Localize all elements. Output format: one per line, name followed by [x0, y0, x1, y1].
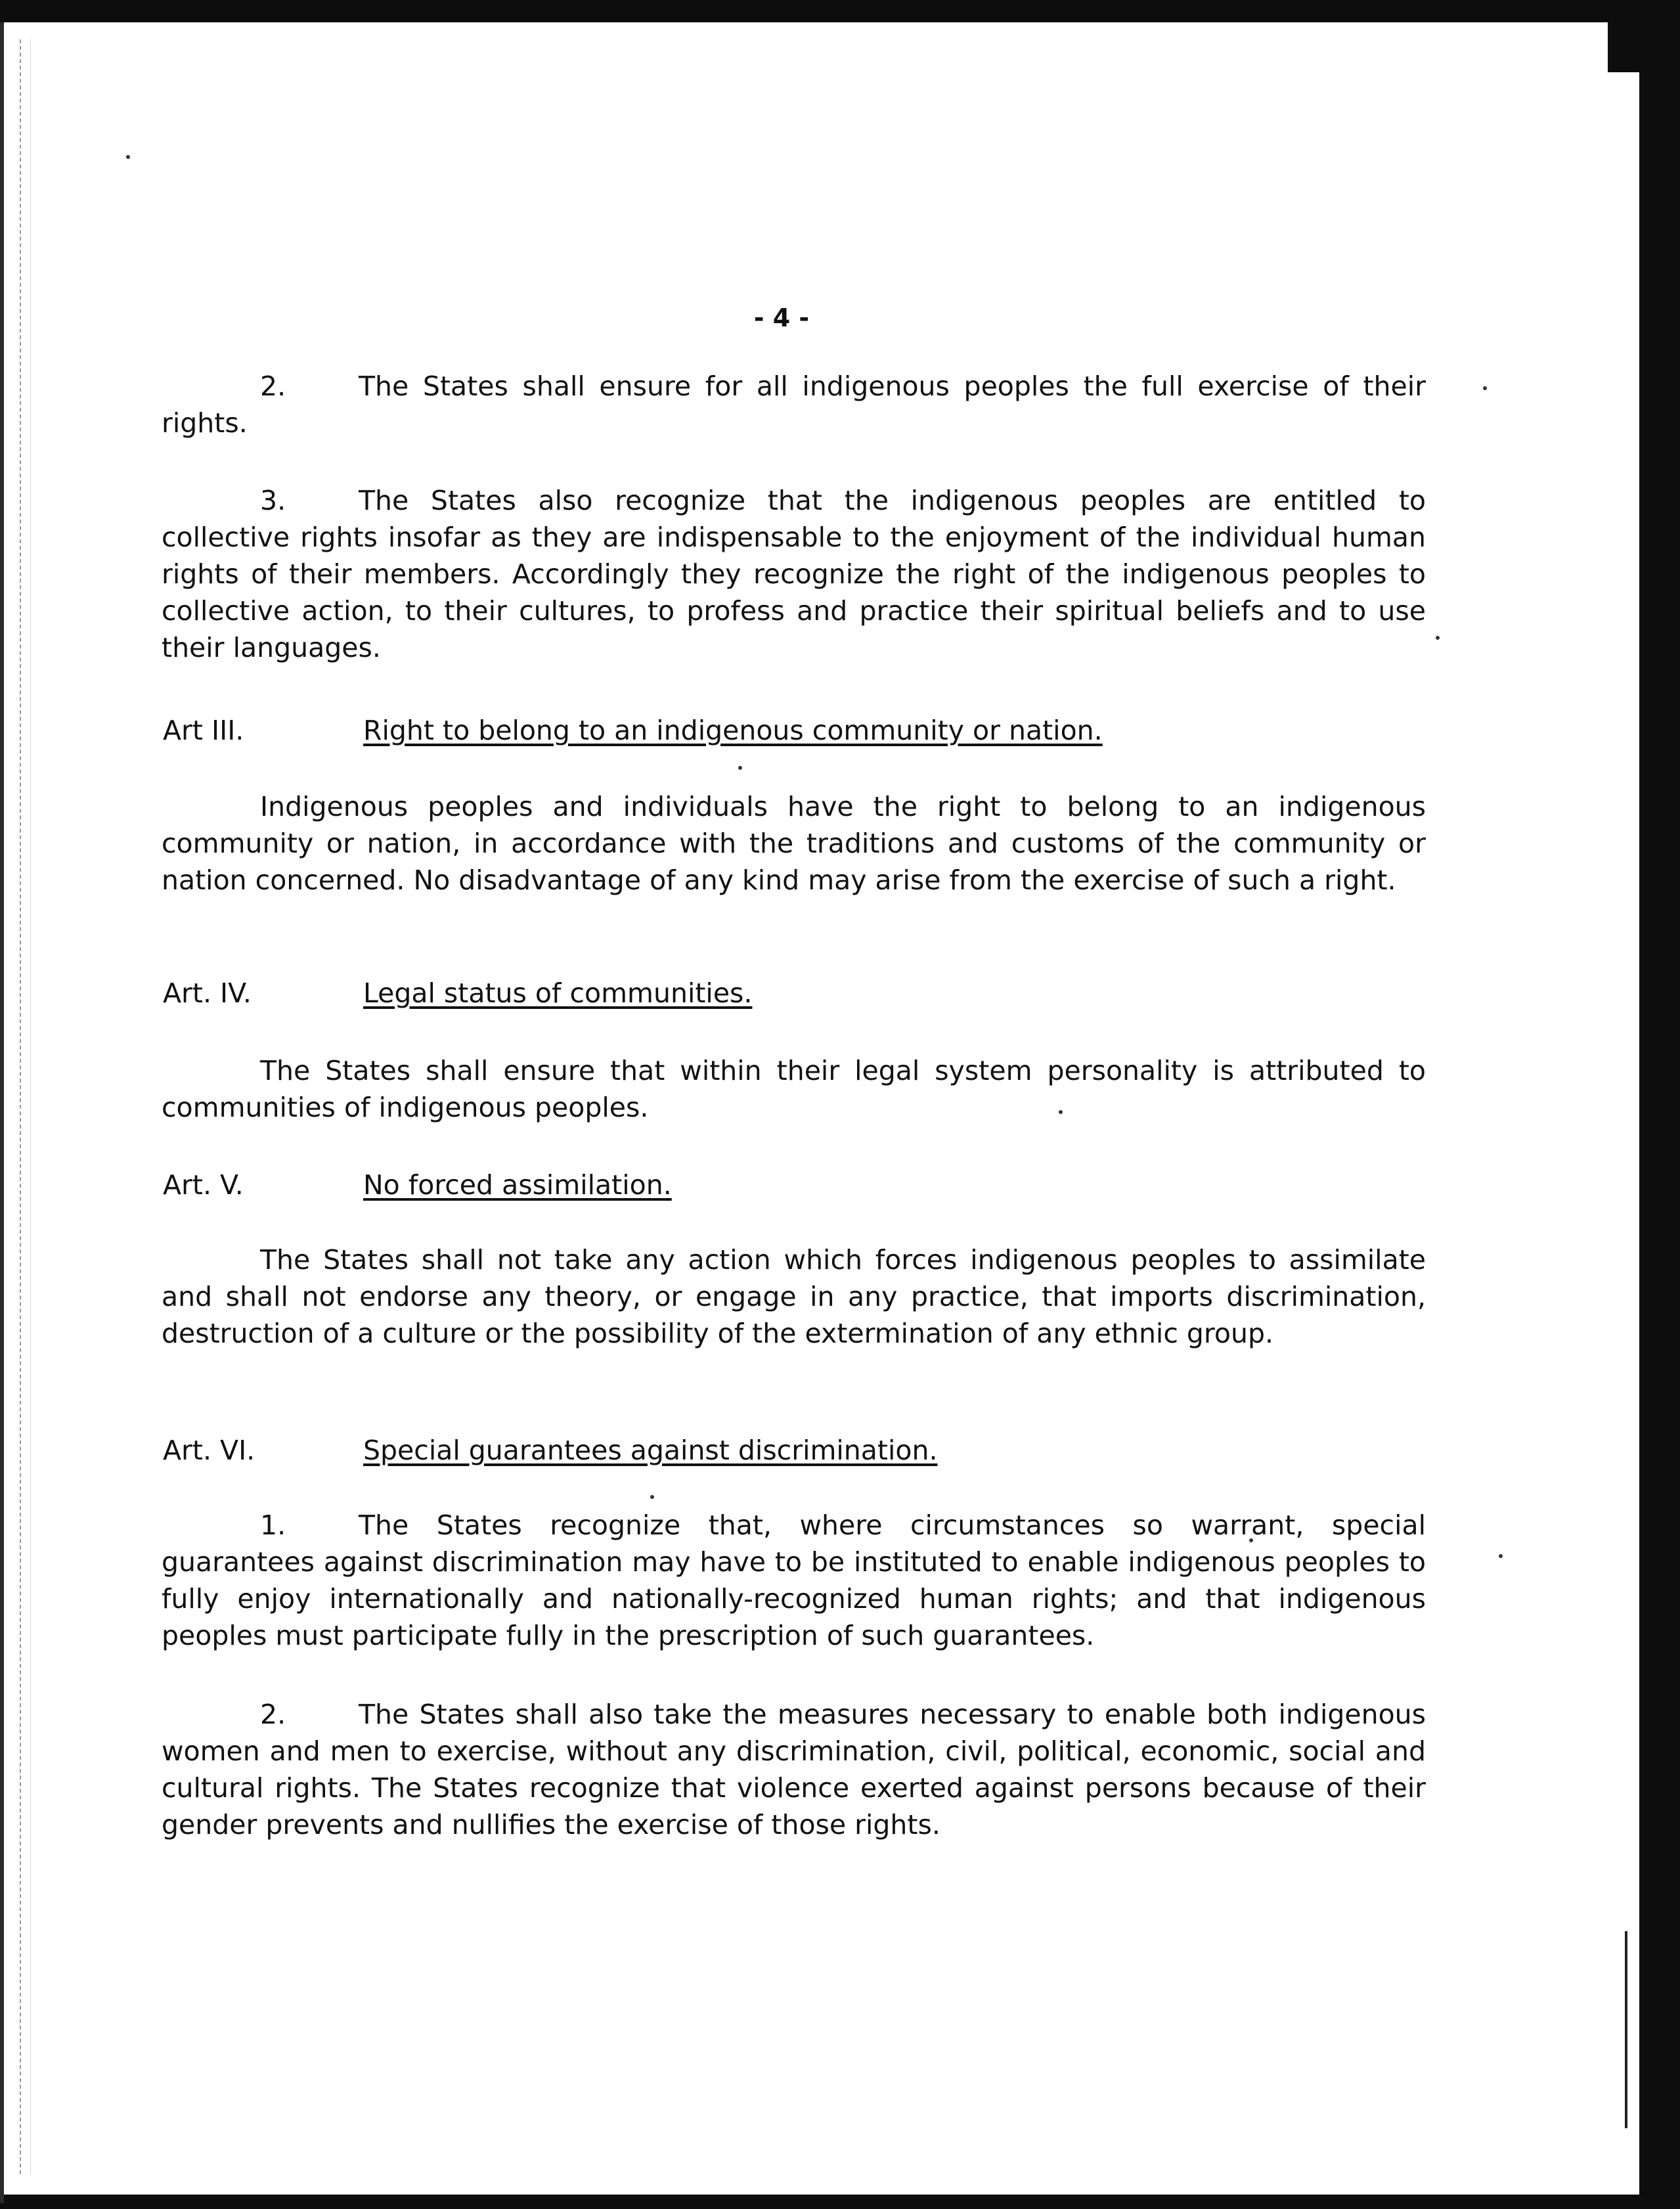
scan-speck: [650, 1495, 654, 1499]
scan-border-bottom: [0, 2195, 1680, 2209]
article-v-text: [162, 1241, 1426, 1352]
paragraph-number: 2.: [260, 1699, 286, 1730]
article-title: Right to belong to an indigenous community or nation.: [363, 715, 1103, 746]
paragraph-number: 1.: [260, 1509, 286, 1541]
article-label: Art. VI.: [163, 1435, 255, 1466]
paragraph-2: [162, 368, 1426, 441]
article-label: Art III.: [163, 715, 244, 746]
article-iii-text: [162, 788, 1426, 899]
paragraph-number: 3.: [260, 485, 286, 516]
paragraph-text: The States shall ensure for all indigenous peoples the full exercise of their rights.: [162, 370, 1426, 439]
paragraph-number: 2.: [260, 370, 286, 402]
article-label: Art. IV.: [163, 977, 252, 1009]
article-title: Special guarantees against discrimination.: [363, 1435, 938, 1466]
article-title: No forced assimilation.: [363, 1169, 672, 1201]
paragraph-text: The States shall not take any action which forces indigenous peoples to assimilate and shall not endorse any theory, or engage in any practice, that imports discrimination, destruction of a culture or the possibility of the extermination of any ethnic group.: [162, 1244, 1426, 1349]
article-vi-paragraph-1: [162, 1507, 1426, 1654]
article-vi-paragraph-2: [162, 1696, 1426, 1843]
article-title: Legal status of communities.: [363, 977, 753, 1009]
paragraph-text: The States shall ensure that within their legal system personality is attributed to communities of indigenous peoples.: [162, 1055, 1426, 1123]
paragraph-text: The States recognize that, where circumstances so warrant, special guarantees against discrimination may have to be instituted to enable indigenous peoples to fully enjoy internationally and nationally-recognized human rights; and that indigenous peoples must participate fully in the prescription of such guarantees.: [162, 1509, 1426, 1651]
article-heading-iv: [163, 975, 752, 1012]
paragraph-text: The States shall also take the measures necessary to enable both indigenous women and men to exercise, without any discrimination, civil, political, economic, social and cultural rights. The States recognize that violence exerted against persons because of their gender prevents and nullifies the exercise of those rights.: [162, 1699, 1426, 1841]
scan-border-left: [0, 22, 4, 2203]
scan-speck: [1436, 636, 1440, 640]
scan-border-top: [0, 0, 1680, 22]
scan-speck: [738, 766, 742, 770]
scan-speck: [1483, 386, 1487, 390]
scan-speck: [1499, 1554, 1503, 1558]
scan-line-left: [20, 39, 22, 2174]
article-heading-iii: [163, 712, 1103, 749]
scan-line-right: [1625, 1931, 1627, 2128]
article-label: Art. V.: [163, 1169, 244, 1201]
page-number: - 4 -: [753, 303, 810, 332]
paragraph-text: The States also recognize that the indigenous peoples are entitled to collective rights insofar as they are indispensable to the enjoyment of the individual human rights of their members. Accordingly they recognize the right of the indigenous peoples to collective action, to their cultures, to profess and practice their spiritual beliefs and to use their languages.: [162, 485, 1426, 663]
paragraph-3: [162, 482, 1426, 666]
paragraph-text: Indigenous peoples and individuals have the right to belong to an indigenous community or nation, in accordance with the traditions and customs of the community or nation concerned. No disadvantage of any kind may arise from the exercise of such a right.: [162, 791, 1426, 896]
scan-speck: [126, 155, 130, 159]
article-iv-text: [162, 1052, 1426, 1126]
scan-border-right: [1639, 39, 1680, 2209]
scan-line-left-faint: [30, 39, 32, 2174]
article-heading-vi: [163, 1432, 937, 1469]
article-heading-v: [163, 1167, 672, 1203]
